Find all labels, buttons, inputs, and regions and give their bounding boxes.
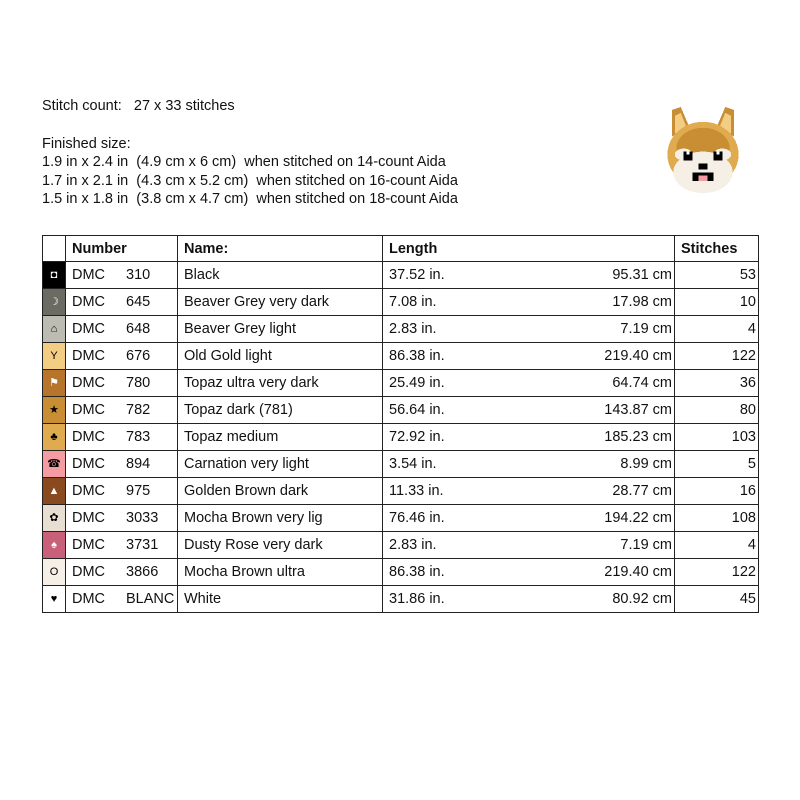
stitch-total: 122	[675, 343, 759, 370]
thread-brand: DMC	[72, 294, 106, 311]
symbol-cell	[43, 478, 66, 505]
thread-code: 3731	[126, 537, 159, 554]
thread-brand: DMC	[72, 402, 106, 419]
length-cm: 80.92 cm	[612, 591, 672, 608]
thread-number	[66, 397, 178, 424]
length-cm: 64.74 cm	[612, 375, 672, 392]
thread-code: 310	[126, 267, 151, 284]
table-row	[43, 424, 759, 451]
table-row	[43, 586, 759, 613]
length-inches: 11.33 in.	[389, 483, 444, 500]
thread-number	[66, 586, 178, 613]
table-row	[43, 316, 759, 343]
thread-name: Mocha Brown ultra	[178, 559, 383, 586]
header-length: Length	[383, 236, 675, 262]
spade-icon: ♠	[43, 532, 65, 558]
table-row	[43, 262, 759, 289]
symbol-cell	[43, 370, 66, 397]
goblet-icon: Y	[43, 343, 65, 369]
legend-body	[43, 262, 759, 613]
thread-length	[383, 559, 675, 586]
thread-length	[383, 586, 675, 613]
thread-length	[383, 316, 675, 343]
thread-name: Beaver Grey very dark	[178, 289, 383, 316]
length-inches: 56.64 in.	[389, 402, 445, 419]
thread-code: 975	[126, 483, 151, 500]
thread-code: 645	[126, 294, 151, 311]
thread-brand: DMC	[72, 591, 106, 608]
thread-length	[383, 343, 675, 370]
table-row	[43, 478, 759, 505]
size-18-count: 1.5 in x 1.8 in (3.8 cm x 4.7 cm) when stitched on 18-count Aida	[42, 191, 458, 207]
length-cm: 28.77 cm	[612, 483, 672, 500]
shiba-dog-preview-image	[662, 104, 744, 202]
moon-icon: ☽	[43, 289, 65, 315]
symbol-cell	[43, 505, 66, 532]
length-cm: 8.99 cm	[620, 456, 672, 473]
thread-brand: DMC	[72, 321, 106, 338]
stitch-total: 80	[675, 397, 759, 424]
length-inches: 2.83 in.	[389, 321, 437, 338]
flower-icon: ✿	[43, 505, 65, 531]
thread-code: 3033	[126, 510, 159, 527]
flag-icon: ⚑	[43, 370, 65, 396]
thread-brand: DMC	[72, 456, 106, 473]
thread-name: Topaz medium	[178, 424, 383, 451]
length-inches: 37.52 in.	[389, 267, 445, 284]
thread-length	[383, 532, 675, 559]
thread-brand: DMC	[72, 537, 106, 554]
house-icon: ⌂	[43, 316, 65, 342]
thread-length	[383, 478, 675, 505]
length-cm: 219.40 cm	[604, 348, 672, 365]
stitch-total: 4	[675, 316, 759, 343]
table-row	[43, 559, 759, 586]
thread-number	[66, 451, 178, 478]
thread-name: Beaver Grey light	[178, 316, 383, 343]
thread-name: Dusty Rose very dark	[178, 532, 383, 559]
table-row	[43, 370, 759, 397]
symbol-cell	[43, 559, 66, 586]
table-row	[43, 505, 759, 532]
circle-icon: O	[43, 559, 65, 585]
stitch-total: 4	[675, 532, 759, 559]
thread-code: BLANC	[126, 591, 175, 608]
length-cm: 7.19 cm	[620, 537, 672, 554]
thread-name: Old Gold light	[178, 343, 383, 370]
thread-name: White	[178, 586, 383, 613]
thread-length	[383, 289, 675, 316]
thread-length	[383, 262, 675, 289]
thread-length	[383, 505, 675, 532]
stitch-total: 122	[675, 559, 759, 586]
table-header-row	[43, 236, 759, 262]
header-name: Name:	[178, 236, 383, 262]
symbol-cell	[43, 532, 66, 559]
thread-brand: DMC	[72, 375, 106, 392]
length-inches: 25.49 in.	[389, 375, 445, 392]
thread-number	[66, 424, 178, 451]
thread-code: 894	[126, 456, 151, 473]
size-16-count: 1.7 in x 2.1 in (4.3 cm x 5.2 cm) when stitched on 16-count Aida	[42, 172, 458, 189]
length-inches: 76.46 in.	[389, 510, 445, 527]
stitch-total: 36	[675, 370, 759, 397]
symbol-cell	[43, 397, 66, 424]
header-symbol	[43, 236, 66, 262]
symbol-cell	[43, 586, 66, 613]
stitch-total: 10	[675, 289, 759, 316]
thread-legend-table	[42, 235, 759, 613]
thread-name: Golden Brown dark	[178, 478, 383, 505]
stitch-count: Stitch count: 27 x 33 stitches	[42, 98, 235, 114]
size-14-count: 1.9 in x 2.4 in (4.9 cm x 6 cm) when stitched on 14-count Aida	[42, 154, 446, 170]
table-row	[43, 451, 759, 478]
symbol-cell	[43, 262, 66, 289]
symbol-cell	[43, 424, 66, 451]
star-icon: ★	[43, 397, 65, 423]
symbol-cell	[43, 451, 66, 478]
length-inches: 2.83 in.	[389, 537, 437, 554]
heart-icon: ♥	[43, 586, 65, 612]
stitch-total: 45	[675, 586, 759, 613]
table-row	[43, 343, 759, 370]
tree-icon: ▲	[43, 478, 65, 504]
thread-code: 782	[126, 402, 151, 419]
thread-brand: DMC	[72, 348, 106, 365]
thread-name: Carnation very light	[178, 451, 383, 478]
thread-name: Topaz ultra very dark	[178, 370, 383, 397]
telephone-icon: ☎	[43, 451, 65, 477]
thread-number	[66, 532, 178, 559]
pattern-info	[42, 97, 458, 209]
thread-name: Black	[178, 262, 383, 289]
thread-code: 780	[126, 375, 151, 392]
stitch-total: 16	[675, 478, 759, 505]
thread-name: Topaz dark (781)	[178, 397, 383, 424]
finished-size-label: Finished size:	[42, 135, 131, 152]
length-inches: 3.54 in.	[389, 456, 437, 473]
table-row	[43, 397, 759, 424]
thread-brand: DMC	[72, 429, 106, 446]
length-cm: 7.19 cm	[620, 321, 672, 338]
thread-code: 783	[126, 429, 151, 446]
thread-name: Mocha Brown very lig	[178, 505, 383, 532]
table-row	[43, 532, 759, 559]
thread-number	[66, 343, 178, 370]
table-row	[43, 289, 759, 316]
length-cm: 194.22 cm	[604, 510, 672, 527]
thread-number	[66, 559, 178, 586]
thread-number	[66, 478, 178, 505]
length-cm: 95.31 cm	[612, 267, 672, 284]
length-inches: 86.38 in.	[389, 564, 445, 581]
symbol-cell	[43, 316, 66, 343]
stitch-total: 103	[675, 424, 759, 451]
symbol-cell	[43, 343, 66, 370]
thread-length	[383, 397, 675, 424]
thread-brand: DMC	[72, 483, 106, 500]
thread-length	[383, 451, 675, 478]
stitch-total: 108	[675, 505, 759, 532]
thread-brand: DMC	[72, 564, 106, 581]
stitch-total: 5	[675, 451, 759, 478]
stitch-total: 53	[675, 262, 759, 289]
length-cm: 17.98 cm	[612, 294, 672, 311]
thread-number	[66, 370, 178, 397]
length-inches: 7.08 in.	[389, 294, 437, 311]
header-number: Number	[66, 236, 178, 262]
length-cm: 143.87 cm	[604, 402, 672, 419]
thread-code: 676	[126, 348, 151, 365]
square-dot-icon: ◘	[43, 262, 65, 288]
length-inches: 31.86 in.	[389, 591, 445, 608]
club-icon: ♣	[43, 424, 65, 450]
length-inches: 86.38 in.	[389, 348, 445, 365]
length-cm: 185.23 cm	[604, 429, 672, 446]
thread-number	[66, 505, 178, 532]
thread-brand: DMC	[72, 510, 106, 527]
length-inches: 72.92 in.	[389, 429, 445, 446]
thread-length	[383, 370, 675, 397]
thread-code: 648	[126, 321, 151, 338]
thread-number	[66, 289, 178, 316]
length-cm: 219.40 cm	[604, 564, 672, 581]
thread-brand: DMC	[72, 267, 106, 284]
thread-number	[66, 316, 178, 343]
thread-number	[66, 262, 178, 289]
header-stitches: Stitches	[675, 236, 759, 262]
thread-length	[383, 424, 675, 451]
symbol-cell	[43, 289, 66, 316]
thread-code: 3866	[126, 564, 159, 581]
